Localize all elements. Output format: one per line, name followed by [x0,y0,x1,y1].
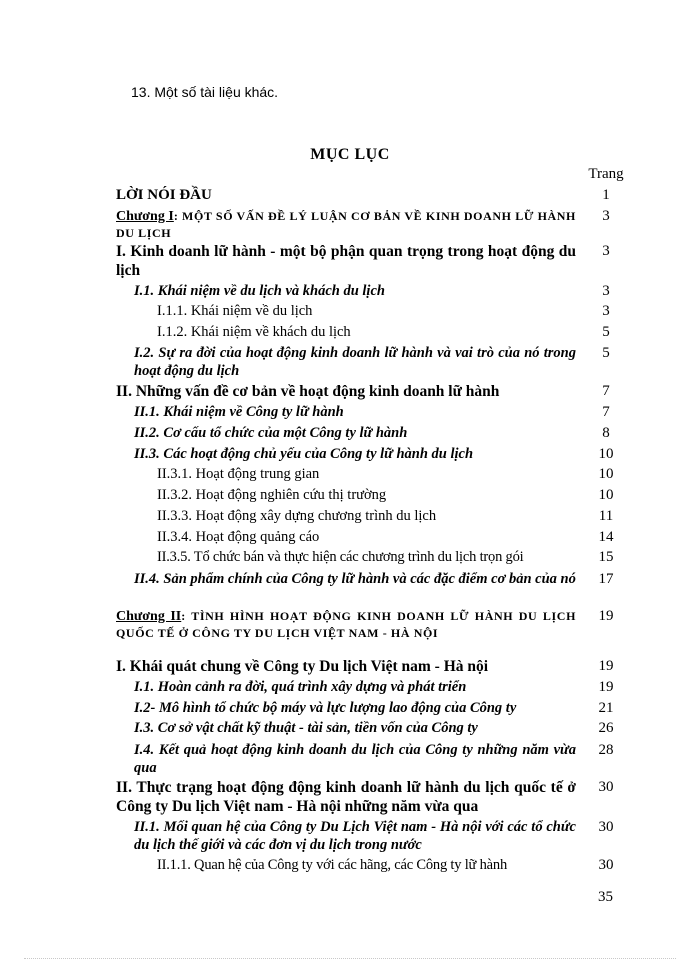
page-bottom-divider [24,958,676,959]
page-number: 35 [598,889,613,905]
page-column-header: Trang [588,166,624,182]
toc-title: MỤC LỤC [310,146,390,163]
reference-item-13: 13. Một số tài liệu khác. [131,84,279,100]
chapter-label: Chương II [116,609,182,624]
chapter-label: Chương I [116,209,174,224]
